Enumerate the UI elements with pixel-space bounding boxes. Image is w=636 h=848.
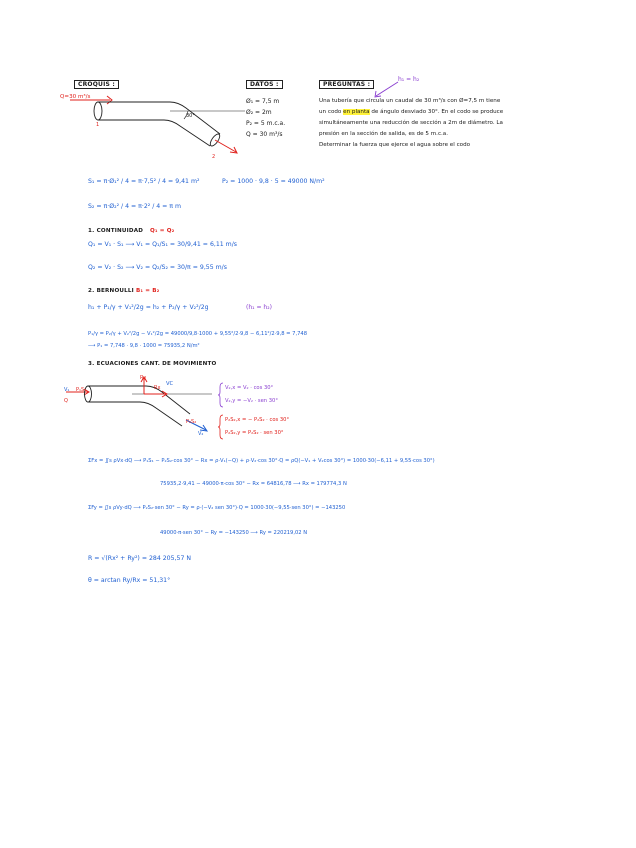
- continuidad-equation: Q₁ = Q₂: [150, 228, 175, 234]
- velocity-v2-equation: Q₂ = V₂ · S₂ ⟶ V₂ = Q₂/S₂ = 30/π = 9,55 m/s: [88, 264, 227, 271]
- component-v2x: V₂,x = V₂ · cos 30°: [225, 385, 274, 391]
- rx-label: Rx: [154, 385, 161, 391]
- dato-pressure-2: P₂ = 5 m.c.a.: [246, 120, 286, 127]
- angle-label: 30°: [186, 113, 195, 119]
- dato-diameter-2: Ø₂ = 2m: [246, 109, 272, 116]
- bernoulli-title: 2. BERNOULLI: [88, 288, 134, 294]
- datos-label: DATOS :: [246, 80, 283, 89]
- component-p2s2x: P₂S₂,x = − P₂S₂ · cos 30°: [225, 417, 290, 423]
- p2s2-label: P₂S₂: [186, 419, 197, 425]
- flow-label: Q=30 m³/s: [60, 94, 91, 100]
- preguntas-line-3: simultáneamente una reducción de sección a 2m de diámetro. La: [319, 120, 503, 126]
- preguntas-line-2: [319, 107, 503, 118]
- fy-equation-line-2: 49000·π·sen 30° − Ry = −143250 ⟶ Ry = 220219,02 N: [160, 530, 308, 536]
- preguntas-text: [319, 96, 503, 151]
- bernoulli-line-2: P₁/γ = P₂/γ + V₂²/2g − V₁²/2g = 49000/9,8·1000 + 9,55²/2·9,8 − 6,11²/2·9,8 = 7,748: [88, 331, 308, 337]
- croquis-label: CROQUIS :: [74, 80, 119, 89]
- preguntas-line-4: presión en la sección de salida, es de 5 m.c.a.: [319, 131, 448, 137]
- component-p2s2y: P₂S₂,y = P₂S₂ · sen 30°: [225, 430, 284, 436]
- velocity-v1-equation: Q₁ = V₁ · S₁ ⟶ V₁ = Q₁/S₁ = 30/9,41 = 6,11 m/s: [88, 241, 238, 248]
- bernoulli-line-1: h₁ + P₁/γ + V₁²/2g = h₂ + P₂/γ + V₂²/2g: [88, 304, 209, 311]
- dato-flow: Q = 30 m³/s: [246, 131, 283, 138]
- momentum-title: 3. ECUACIONES CANT. DE MOVIMIENTO: [88, 361, 217, 367]
- brace-velocity: [218, 382, 224, 408]
- fy-equation-line-1: ΣFy = ∬s ρVy·dQ ⟶ P₂S₂·sen 30° − Ry = ρ·(−V₂ sen 30°)·Q = 1000·30(−9,55·sen 30°) = −143250: [88, 505, 346, 511]
- preguntas-line-2-post: de ángulo desviado 30°. En el codo se produce: [371, 109, 504, 115]
- ry-label: Ry: [140, 375, 147, 381]
- continuidad-title: 1. CONTINUIDAD: [88, 228, 144, 234]
- q-label: Q: [64, 398, 68, 404]
- component-v2y: V₂,y = −V₂ · sen 30°: [225, 398, 278, 404]
- vc-label: VC: [166, 381, 174, 387]
- datos-list: [246, 96, 285, 140]
- fx-equation-line-2: 75935,2·9,41 − 49000·π·cos 30° − Rx = 64816,78 ⟶ Rx = 179774,3 N: [160, 481, 347, 487]
- point-2-label: 2: [212, 154, 216, 160]
- area-s2-equation: S₂ = π·Ø₂² / 4 = π·2² / 4 = π m: [88, 203, 182, 210]
- point-1-label: 1: [96, 122, 100, 128]
- brace-pressure: [218, 414, 224, 440]
- pressure-p2-equation: P₂ = 1000 · 9,8 · 5 = 49000 N/m²: [222, 178, 325, 185]
- preguntas-line-5: Determinar la fuerza que ejerce el agua sobre el codo: [319, 142, 471, 148]
- fx-equation-line-1: ΣFx = ∬s ρVx·dQ ⟶ P₁S₁ − P₂S₂·cos 30° − Rx = ρ·V₁(−Q) + ρ·V₂·cos 30°·Q = ρQ(−V₁ + V₂cos 30°) = 1000·30(−6,11 + 9,55·cos 30°): [88, 458, 435, 464]
- preguntas-label: PREGUNTAS :: [319, 80, 374, 89]
- area-s1-equation: S₁ = π·Ø₁² / 4 = π·7,5² / 4 = 9,41 m²: [88, 178, 200, 185]
- highlight-en-planta: en planta: [343, 109, 370, 115]
- v1-label: V₁: [64, 387, 70, 393]
- h-equality-note: h₁ = h₂: [398, 76, 420, 83]
- bernoulli-note: (h₁ = h₂): [246, 304, 272, 311]
- preguntas-line-2-pre: un codo: [319, 109, 342, 115]
- dato-diameter-1: Ø₁ = 7,5 m: [246, 98, 280, 105]
- preguntas-line-1: Una tubería que circula un caudal de 30 m³/s con Ø=7,5 m tiene: [319, 98, 501, 104]
- v2-label: V₂: [198, 431, 204, 437]
- resultant-force: R = √(Rx² + Ry²) = 284 205,57 N: [88, 555, 191, 562]
- p1s1-label: P₁S₁: [76, 387, 87, 393]
- bernoulli-result: ⟶ P₁ = 7,748 · 9,8 · 1000 = 75935,2 N/m²: [88, 343, 200, 349]
- bernoulli-equation: B₁ = B₂: [136, 288, 160, 294]
- resultant-angle: θ = arctan Ry/Rx = 51,31°: [88, 577, 171, 584]
